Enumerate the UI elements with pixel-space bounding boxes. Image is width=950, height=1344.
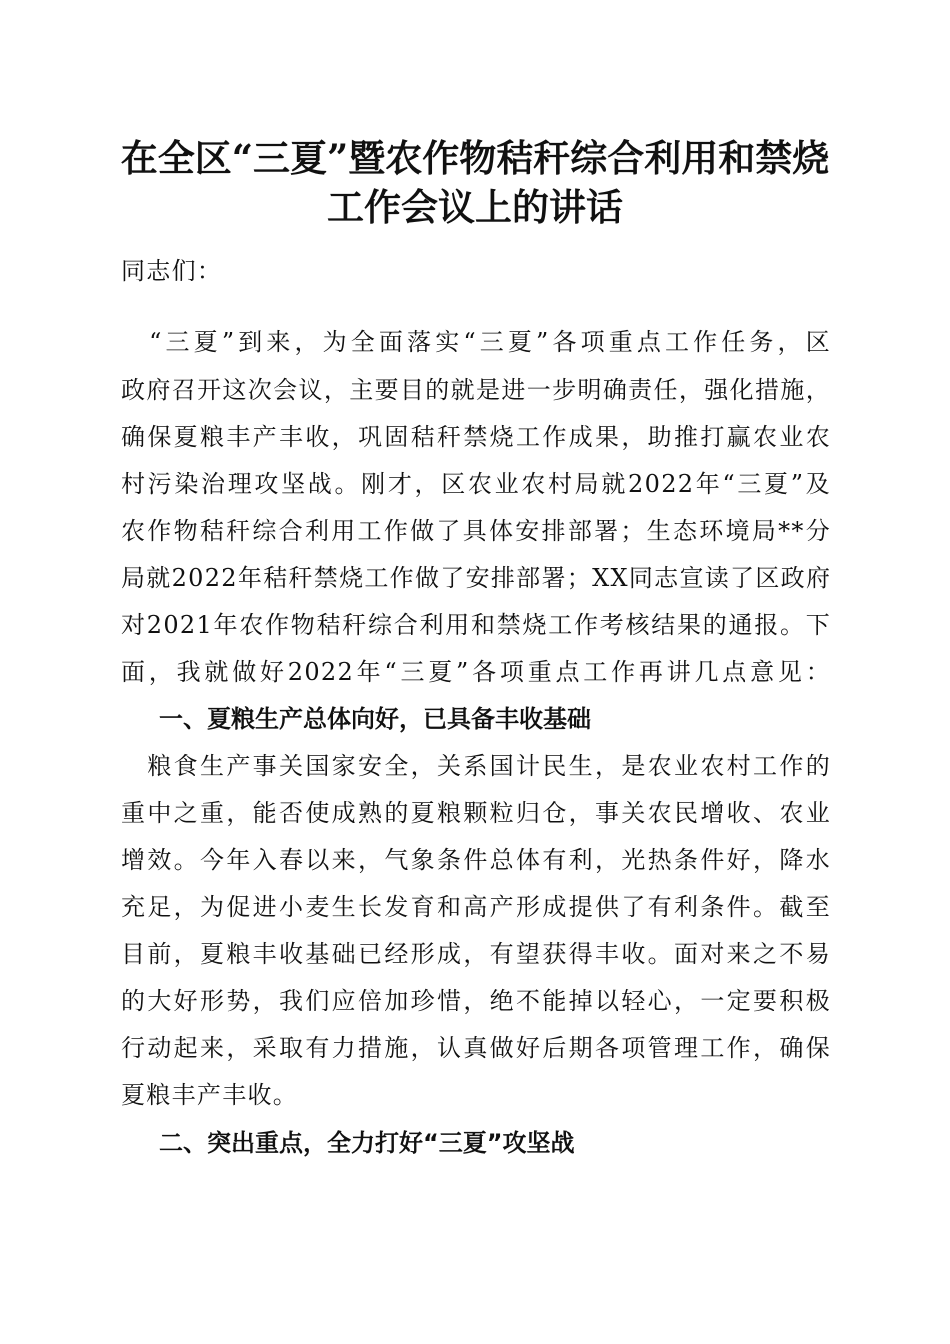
paragraph-1-line: 对2021年农作物秸秆综合利用和禁烧工作考核结果的通报。下 bbox=[121, 611, 831, 639]
paragraph-1-line: 村污染治理攻坚战。刚才，区农业农村局就2022年“三夏”及 bbox=[121, 470, 831, 498]
paragraph-2-line: 充足，为促进小麦生长发育和高产形成提供了有利条件。截至 bbox=[121, 893, 831, 921]
document-title-line-2: 工作会议上的讲话 bbox=[327, 185, 623, 229]
paragraph-2-line: 目前，夏粮丰收基础已经形成，有望获得丰收。面对来之不易 bbox=[121, 940, 831, 968]
section-2-heading: 二、突出重点，全力打好“三夏”攻坚战 bbox=[159, 1129, 575, 1157]
salutation: 同志们： bbox=[121, 257, 223, 285]
paragraph-2-line: 粮食生产事关国家安全，关系国计民生，是农业农村工作的 bbox=[121, 752, 831, 780]
paragraph-2-line: 夏粮丰产丰收。 bbox=[121, 1081, 299, 1109]
paragraph-1-line: 局就2022年秸秆禁烧工作做了安排部署；XX同志宣读了区政府 bbox=[121, 564, 832, 592]
paragraph-2-line: 的大好形势，我们应倍加珍惜，绝不能掉以轻心，一定要积极 bbox=[121, 987, 831, 1015]
paragraph-1-line: 面，我就做好2022年“三夏”各项重点工作再讲几点意见： bbox=[121, 658, 831, 686]
paragraph-1-line: 确保夏粮丰产丰收，巩固秸秆禁烧工作成果，助推打赢农业农 bbox=[121, 423, 831, 451]
section-1-heading: 一、夏粮生产总体向好，已具备丰收基础 bbox=[159, 705, 591, 733]
paragraph-1-line: 农作物秸秆综合利用工作做了具体安排部署；生态环境局**分 bbox=[121, 517, 831, 545]
paragraph-2-line: 行动起来，采取有力措施，认真做好后期各项管理工作，确保 bbox=[121, 1034, 831, 1062]
paragraph-1-line: “三夏”到来，为全面落实“三夏”各项重点工作任务，区 bbox=[121, 328, 831, 356]
paragraph-2-line: 增效。今年入春以来，气象条件总体有利，光热条件好，降水 bbox=[121, 846, 831, 874]
document-title-line-1: 在全区“三夏”暨农作物秸秆综合利用和禁烧 bbox=[120, 136, 830, 180]
paragraph-1-line: 政府召开这次会议，主要目的就是进一步明确责任，强化措施， bbox=[121, 376, 831, 404]
paragraph-2-line: 重中之重，能否使成熟的夏粮颗粒归仓，事关农民增收、农业 bbox=[121, 799, 831, 827]
